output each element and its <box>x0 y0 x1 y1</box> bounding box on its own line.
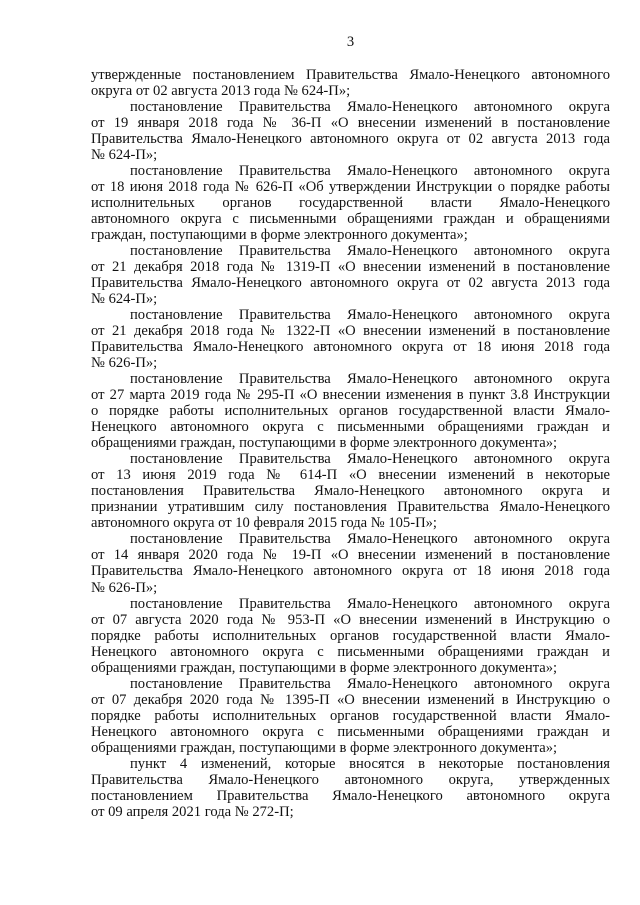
text-line: округа от 02 августа 2013 года № 624-П»; <box>91 83 351 100</box>
text-line: постановление Правительства Ямало-Ненецкого автономного округа <box>130 675 610 692</box>
text-line: пункт 4 изменений, которые вносятся в некоторые постановления <box>130 755 610 772</box>
text-line: постановление Правительства Ямало-Ненецкого автономного округа <box>130 99 610 116</box>
text-line: порядке работы исполнительных органов государственной власти Ямало- <box>91 707 610 724</box>
text-line: Правительства Ямало-Ненецкого автономного округа, утвержденных <box>91 771 610 788</box>
paragraph <box>91 99 610 163</box>
text-line: от 21 декабря 2018 года № 1322-П «О внесении изменений в постановление <box>91 323 610 340</box>
text-line: исполнительных органов государственной власти Ямало-Ненецкого <box>91 195 610 212</box>
text-line: постановления Правительства Ямало-Ненецкого автономного округа и <box>91 483 610 500</box>
text-line: № 626-П»; <box>91 579 158 596</box>
paragraph <box>91 756 610 820</box>
text-line: Ненецкого автономного округа с письменными обращениями граждан и <box>91 643 610 660</box>
text-line: автономного округа с письменными обращениями граждан и обращениями <box>91 211 610 228</box>
text-line: обращениями граждан, поступающими в форме электронного документа»; <box>91 435 558 452</box>
text-line: постановление Правительства Ямало-Ненецкого автономного округа <box>130 163 610 180</box>
paragraph <box>91 163 610 243</box>
text-line: № 624-П»; <box>91 291 158 308</box>
text-line: утвержденные постановлением Правительства Ямало-Ненецкого автономного <box>91 67 610 83</box>
text-line: от 19 января 2018 года № 36-П «О внесении изменений в постановление <box>91 115 610 132</box>
text-line: от 27 марта 2019 года № 295-П «О внесении изменения в пункт 3.8 Инструкции <box>91 387 610 404</box>
paragraph <box>91 676 610 756</box>
text-line: Ненецкого автономного округа с письменными обращениями граждан и <box>91 723 610 740</box>
text-line: от 09 апреля 2021 года № 272-П; <box>91 803 294 820</box>
text-line: постановление Правительства Ямало-Ненецкого автономного округа <box>130 531 610 548</box>
text-line: о порядке работы исполнительных органов государственной власти Ямало- <box>91 403 610 420</box>
text-line: от 07 декабря 2020 года № 1395-П «О внесении изменений в Инструкцию о <box>91 691 610 708</box>
text-line: от 14 января 2020 года № 19-П «О внесении изменений в постановление <box>91 547 610 564</box>
text-line: от 07 августа 2020 года № 953-П «О внесении изменений в Инструкцию о <box>91 611 610 628</box>
text-line: № 624-П»; <box>91 147 158 164</box>
text-line: автономного округа от 10 февраля 2015 года № 105-П»; <box>91 515 437 532</box>
paragraph <box>91 451 610 531</box>
text-line: постановлением Правительства Ямало-Ненецкого автономного округа <box>91 787 610 804</box>
document-body <box>91 67 610 820</box>
text-line: постановление Правительства Ямало-Ненецкого автономного округа <box>130 307 610 324</box>
text-line: обращениями граждан, поступающими в форме электронного документа»; <box>91 659 558 676</box>
text-line: постановление Правительства Ямало-Ненецкого автономного округа <box>130 243 610 260</box>
text-line: постановление Правительства Ямало-Ненецкого автономного округа <box>130 451 610 468</box>
paragraph <box>91 307 610 371</box>
text-line: № 626-П»; <box>91 355 158 372</box>
paragraph <box>91 596 610 676</box>
text-line: Правительства Ямало-Ненецкого автономного округа от 18 июня 2018 года <box>91 563 610 580</box>
text-line: обращениями граждан, поступающими в форме электронного документа»; <box>91 739 558 756</box>
page-number: 3 <box>346 34 355 50</box>
text-line: Правительства Ямало-Ненецкого автономного округа от 18 июня 2018 года <box>91 339 610 356</box>
text-line: порядке работы исполнительных органов государственной власти Ямало- <box>91 627 610 644</box>
text-line: от 18 июня 2018 года № 626-П «Об утверждении Инструкции о порядке работы <box>91 179 610 196</box>
paragraph <box>91 243 610 307</box>
text-line: от 21 декабря 2018 года № 1319-П «О внесении изменений в постановление <box>91 259 610 276</box>
text-line: от 13 июня 2019 года № 614-П «О внесении изменений в некоторые <box>91 467 610 484</box>
paragraph <box>91 531 610 595</box>
text-line: признании утратившим силу постановления Правительства Ямало-Ненецкого <box>91 499 610 516</box>
text-line: постановление Правительства Ямало-Ненецкого автономного округа <box>130 371 610 388</box>
paragraph <box>91 371 610 451</box>
text-line: граждан, поступающими в форме электронного документа»; <box>91 227 468 244</box>
paragraph <box>91 67 610 99</box>
text-line: Правительства Ямало-Ненецкого автономного округа от 02 августа 2013 года <box>91 275 610 292</box>
text-line: постановление Правительства Ямало-Ненецкого автономного округа <box>130 595 610 612</box>
text-line: Ненецкого автономного округа с письменными обращениями граждан и <box>91 419 610 436</box>
text-line: Правительства Ямало-Ненецкого автономного округа от 02 августа 2013 года <box>91 131 610 148</box>
